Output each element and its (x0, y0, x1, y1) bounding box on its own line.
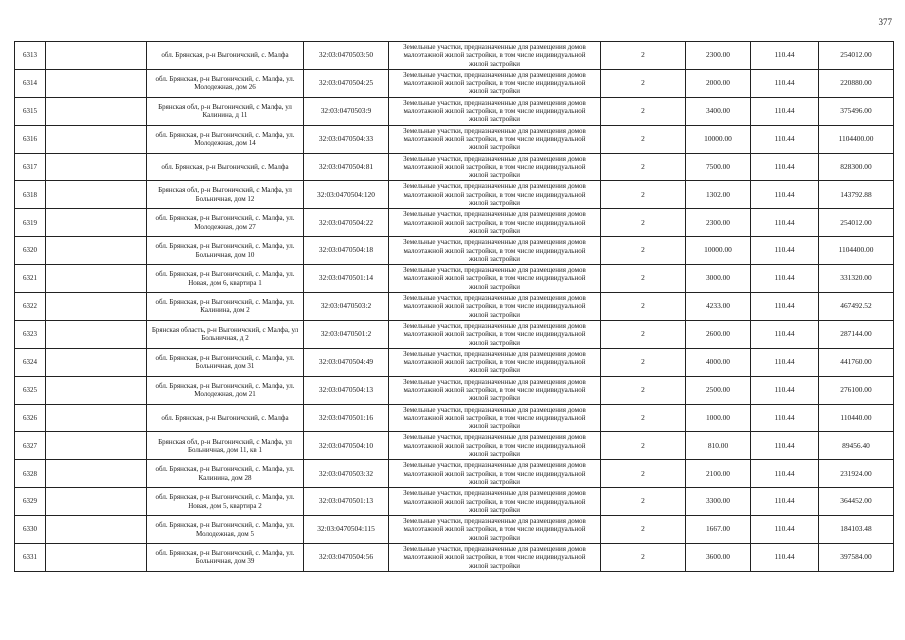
row-number-cell: 6330 (15, 516, 46, 544)
row-number-cell: 6329 (15, 488, 46, 516)
table-row (15, 181, 894, 209)
address-cell: обл. Брянская, р-н Выгоничский, с. Малфа, ул. Новая, дом 6, квартира 1 (147, 265, 304, 293)
area-cell: 2000.00 (686, 69, 751, 97)
table-row (15, 376, 894, 404)
group-cell: 2 (601, 516, 686, 544)
cadastral-number-cell: 32:03:0470504:120 (304, 181, 389, 209)
area-cell: 2500.00 (686, 376, 751, 404)
total-cell: 89456.40 (819, 432, 894, 460)
blank-cell (46, 488, 147, 516)
cadastral-number-cell: 32:03:0470504:22 (304, 209, 389, 237)
price-cell: 110.44 (751, 69, 819, 97)
row-number-cell: 6314 (15, 69, 46, 97)
cadastral-number-cell: 32:03:0470503:2 (304, 293, 389, 321)
blank-cell (46, 97, 147, 125)
table-row (15, 153, 894, 181)
cadastral-number-cell: 32:03:0470504:115 (304, 516, 389, 544)
row-number-cell: 6317 (15, 153, 46, 181)
address-cell: обл. Брянская, р-н Выгоничский, с. Малфа, ул. Молодежная, дом 21 (147, 376, 304, 404)
group-cell: 2 (601, 460, 686, 488)
area-cell: 3300.00 (686, 488, 751, 516)
row-number-cell: 6315 (15, 97, 46, 125)
price-cell: 110.44 (751, 293, 819, 321)
price-cell: 110.44 (751, 460, 819, 488)
address-cell: Брянская обл, р-н Выгоничский, с Малфа, ул Больничная, дом 11, кв 1 (147, 432, 304, 460)
blank-cell (46, 348, 147, 376)
row-number-cell: 6322 (15, 293, 46, 321)
address-cell: обл. Брянская, р-н Выгоничский, с. Малфа, ул. Больничная, дом 31 (147, 348, 304, 376)
cadastral-number-cell: 32:03:0470504:25 (304, 69, 389, 97)
total-cell: 397584.00 (819, 544, 894, 572)
purpose-cell: Земельные участки, предназначенные для размещения домов малоэтажной жилой застройки, в том числе индивидуальной жилой застройки (389, 293, 601, 321)
group-cell: 2 (601, 181, 686, 209)
area-cell: 3000.00 (686, 265, 751, 293)
total-cell: 1104400.00 (819, 125, 894, 153)
area-cell: 7500.00 (686, 153, 751, 181)
blank-cell (46, 209, 147, 237)
blank-cell (46, 69, 147, 97)
table-row (15, 293, 894, 321)
cadastral-number-cell: 32:03:0470501:16 (304, 404, 389, 432)
cadastral-number-cell: 32:03:0470504:49 (304, 348, 389, 376)
purpose-cell: Земельные участки, предназначенные для размещения домов малоэтажной жилой застройки, в том числе индивидуальной жилой застройки (389, 97, 601, 125)
group-cell: 2 (601, 348, 686, 376)
purpose-cell: Земельные участки, предназначенные для размещения домов малоэтажной жилой застройки, в том числе индивидуальной жилой застройки (389, 237, 601, 265)
total-cell: 254012.00 (819, 209, 894, 237)
area-cell: 10000.00 (686, 125, 751, 153)
cadastral-number-cell: 32:03:0470503:50 (304, 42, 389, 70)
blank-cell (46, 320, 147, 348)
row-number-cell: 6318 (15, 181, 46, 209)
table-row (15, 544, 894, 572)
total-cell: 828300.00 (819, 153, 894, 181)
blank-cell (46, 237, 147, 265)
price-cell: 110.44 (751, 153, 819, 181)
area-cell: 2300.00 (686, 209, 751, 237)
area-cell: 3600.00 (686, 544, 751, 572)
table-row (15, 404, 894, 432)
address-cell: обл. Брянская, р-н Выгоничский, с. Малфа (147, 404, 304, 432)
purpose-cell: Земельные участки, предназначенные для размещения домов малоэтажной жилой застройки, в том числе индивидуальной жилой застройки (389, 181, 601, 209)
area-cell: 2100.00 (686, 460, 751, 488)
table-row (15, 237, 894, 265)
area-cell: 1302.00 (686, 181, 751, 209)
price-cell: 110.44 (751, 488, 819, 516)
total-cell: 220880.00 (819, 69, 894, 97)
address-cell: Брянская обл, р-н Выгоничский, с Малфа, ул Калинина, д 11 (147, 97, 304, 125)
address-cell: обл. Брянская, р-н Выгоничский, с. Малфа, ул. Новая, дом 5, квартира 2 (147, 488, 304, 516)
purpose-cell: Земельные участки, предназначенные для размещения домов малоэтажной жилой застройки, в том числе индивидуальной жилой застройки (389, 460, 601, 488)
group-cell: 2 (601, 432, 686, 460)
price-cell: 110.44 (751, 125, 819, 153)
purpose-cell: Земельные участки, предназначенные для размещения домов малоэтажной жилой застройки, в том числе индивидуальной жилой застройки (389, 320, 601, 348)
row-number-cell: 6319 (15, 209, 46, 237)
area-cell: 4233.00 (686, 293, 751, 321)
price-cell: 110.44 (751, 516, 819, 544)
row-number-cell: 6313 (15, 42, 46, 70)
blank-cell (46, 404, 147, 432)
cadastral-number-cell: 32:03:0470501:2 (304, 320, 389, 348)
table-row (15, 42, 894, 70)
blank-cell (46, 125, 147, 153)
address-cell: обл. Брянская, р-н Выгоничский, с. Малфа, ул. Больничная, дом 10 (147, 237, 304, 265)
group-cell: 2 (601, 42, 686, 70)
price-cell: 110.44 (751, 376, 819, 404)
group-cell: 2 (601, 488, 686, 516)
blank-cell (46, 516, 147, 544)
area-cell: 3400.00 (686, 97, 751, 125)
cadastral-number-cell: 32:03:0470503:32 (304, 460, 389, 488)
purpose-cell: Земельные участки, предназначенные для размещения домов малоэтажной жилой застройки, в том числе индивидуальной жилой застройки (389, 376, 601, 404)
purpose-cell: Земельные участки, предназначенные для размещения домов малоэтажной жилой застройки, в том числе индивидуальной жилой застройки (389, 265, 601, 293)
table-row (15, 348, 894, 376)
row-number-cell: 6327 (15, 432, 46, 460)
table-body (15, 42, 894, 572)
address-cell: Брянская обл, р-н Выгоничский, с Малфа, ул Больничная, дом 12 (147, 181, 304, 209)
price-cell: 110.44 (751, 97, 819, 125)
cadastral-number-cell: 32:03:0470504:81 (304, 153, 389, 181)
purpose-cell: Земельные участки, предназначенные для размещения домов малоэтажной жилой застройки, в том числе индивидуальной жилой застройки (389, 516, 601, 544)
purpose-cell: Земельные участки, предназначенные для размещения домов малоэтажной жилой застройки, в том числе индивидуальной жилой застройки (389, 488, 601, 516)
total-cell: 231924.00 (819, 460, 894, 488)
group-cell: 2 (601, 376, 686, 404)
address-cell: обл. Брянская, р-н Выгоничский, с. Малфа, ул. Больничная, дом 39 (147, 544, 304, 572)
blank-cell (46, 544, 147, 572)
group-cell: 2 (601, 320, 686, 348)
blank-cell (46, 153, 147, 181)
table-row (15, 209, 894, 237)
total-cell: 184103.48 (819, 516, 894, 544)
table-row (15, 516, 894, 544)
purpose-cell: Земельные участки, предназначенные для размещения домов малоэтажной жилой застройки, в том числе индивидуальной жилой застройки (389, 125, 601, 153)
page-number: 377 (878, 17, 892, 27)
area-cell: 1667.00 (686, 516, 751, 544)
blank-cell (46, 293, 147, 321)
table-row (15, 460, 894, 488)
blank-cell (46, 432, 147, 460)
price-cell: 110.44 (751, 181, 819, 209)
purpose-cell: Земельные участки, предназначенные для размещения домов малоэтажной жилой застройки, в том числе индивидуальной жилой застройки (389, 69, 601, 97)
total-cell: 467492.52 (819, 293, 894, 321)
price-cell: 110.44 (751, 265, 819, 293)
address-cell: обл. Брянская, р-н Выгоничский, с. Малфа (147, 153, 304, 181)
row-number-cell: 6320 (15, 237, 46, 265)
blank-cell (46, 460, 147, 488)
group-cell: 2 (601, 153, 686, 181)
table-row (15, 265, 894, 293)
blank-cell (46, 376, 147, 404)
total-cell: 375496.00 (819, 97, 894, 125)
cadastral-number-cell: 32:03:0470501:13 (304, 488, 389, 516)
group-cell: 2 (601, 97, 686, 125)
address-cell: обл. Брянская, р-н Выгоничский, с. Малфа, ул. Молодежная, дом 5 (147, 516, 304, 544)
blank-cell (46, 265, 147, 293)
price-cell: 110.44 (751, 237, 819, 265)
purpose-cell: Земельные участки, предназначенные для размещения домов малоэтажной жилой застройки, в том числе индивидуальной жилой застройки (389, 432, 601, 460)
address-cell: обл. Брянская, р-н Выгоничский, с. Малфа (147, 42, 304, 70)
purpose-cell: Земельные участки, предназначенные для размещения домов малоэтажной жилой застройки, в том числе индивидуальной жилой застройки (389, 404, 601, 432)
price-cell: 110.44 (751, 404, 819, 432)
group-cell: 2 (601, 265, 686, 293)
price-cell: 110.44 (751, 320, 819, 348)
land-plots-table (14, 41, 894, 572)
total-cell: 441760.00 (819, 348, 894, 376)
group-cell: 2 (601, 293, 686, 321)
total-cell: 1104400.00 (819, 237, 894, 265)
purpose-cell: Земельные участки, предназначенные для размещения домов малоэтажной жилой застройки, в том числе индивидуальной жилой застройки (389, 209, 601, 237)
total-cell: 364452.00 (819, 488, 894, 516)
group-cell: 2 (601, 125, 686, 153)
cadastral-number-cell: 32:03:0470504:10 (304, 432, 389, 460)
address-cell: обл. Брянская, р-н Выгоничский, с. Малфа, ул. Калинина, дом 28 (147, 460, 304, 488)
blank-cell (46, 42, 147, 70)
row-number-cell: 6321 (15, 265, 46, 293)
price-cell: 110.44 (751, 42, 819, 70)
price-cell: 110.44 (751, 432, 819, 460)
blank-cell (46, 181, 147, 209)
row-number-cell: 6325 (15, 376, 46, 404)
area-cell: 2600.00 (686, 320, 751, 348)
table-row (15, 69, 894, 97)
address-cell: обл. Брянская, р-н Выгоничский, с. Малфа, ул. Молодежная, дом 14 (147, 125, 304, 153)
address-cell: обл. Брянская, р-н Выгоничский, с. Малфа, ул. Молодежная, дом 26 (147, 69, 304, 97)
cadastral-number-cell: 32:03:0470503:9 (304, 97, 389, 125)
address-cell: обл. Брянская, р-н Выгоничский, с. Малфа, ул. Калинина, дом 2 (147, 293, 304, 321)
price-cell: 110.44 (751, 544, 819, 572)
table-row (15, 320, 894, 348)
total-cell: 331320.00 (819, 265, 894, 293)
cadastral-number-cell: 32:03:0470504:56 (304, 544, 389, 572)
table-row (15, 125, 894, 153)
purpose-cell: Земельные участки, предназначенные для размещения домов малоэтажной жилой застройки, в том числе индивидуальной жилой застройки (389, 153, 601, 181)
cadastral-number-cell: 32:03:0470504:13 (304, 376, 389, 404)
address-cell: обл. Брянская, р-н Выгоничский, с. Малфа, ул. Молодежная, дом 27 (147, 209, 304, 237)
price-cell: 110.44 (751, 209, 819, 237)
row-number-cell: 6323 (15, 320, 46, 348)
total-cell: 254012.00 (819, 42, 894, 70)
area-cell: 10000.00 (686, 237, 751, 265)
table-row (15, 97, 894, 125)
purpose-cell: Земельные участки, предназначенные для размещения домов малоэтажной жилой застройки, в том числе индивидуальной жилой застройки (389, 42, 601, 70)
purpose-cell: Земельные участки, предназначенные для размещения домов малоэтажной жилой застройки, в том числе индивидуальной жилой застройки (389, 544, 601, 572)
table-row (15, 488, 894, 516)
row-number-cell: 6331 (15, 544, 46, 572)
total-cell: 287144.00 (819, 320, 894, 348)
area-cell: 1000.00 (686, 404, 751, 432)
group-cell: 2 (601, 209, 686, 237)
group-cell: 2 (601, 404, 686, 432)
group-cell: 2 (601, 69, 686, 97)
cadastral-number-cell: 32:03:0470501:14 (304, 265, 389, 293)
price-cell: 110.44 (751, 348, 819, 376)
row-number-cell: 6326 (15, 404, 46, 432)
row-number-cell: 6324 (15, 348, 46, 376)
group-cell: 2 (601, 237, 686, 265)
area-cell: 4000.00 (686, 348, 751, 376)
cadastral-number-cell: 32:03:0470504:18 (304, 237, 389, 265)
row-number-cell: 6316 (15, 125, 46, 153)
group-cell: 2 (601, 544, 686, 572)
row-number-cell: 6328 (15, 460, 46, 488)
total-cell: 143792.88 (819, 181, 894, 209)
total-cell: 110440.00 (819, 404, 894, 432)
address-cell: Брянская область, р-н Выгоничский, с Малфа, ул Больничная, д 2 (147, 320, 304, 348)
table-row (15, 432, 894, 460)
area-cell: 2300.00 (686, 42, 751, 70)
cadastral-number-cell: 32:03:0470504:33 (304, 125, 389, 153)
area-cell: 810.00 (686, 432, 751, 460)
total-cell: 276100.00 (819, 376, 894, 404)
purpose-cell: Земельные участки, предназначенные для размещения домов малоэтажной жилой застройки, в том числе индивидуальной жилой застройки (389, 348, 601, 376)
